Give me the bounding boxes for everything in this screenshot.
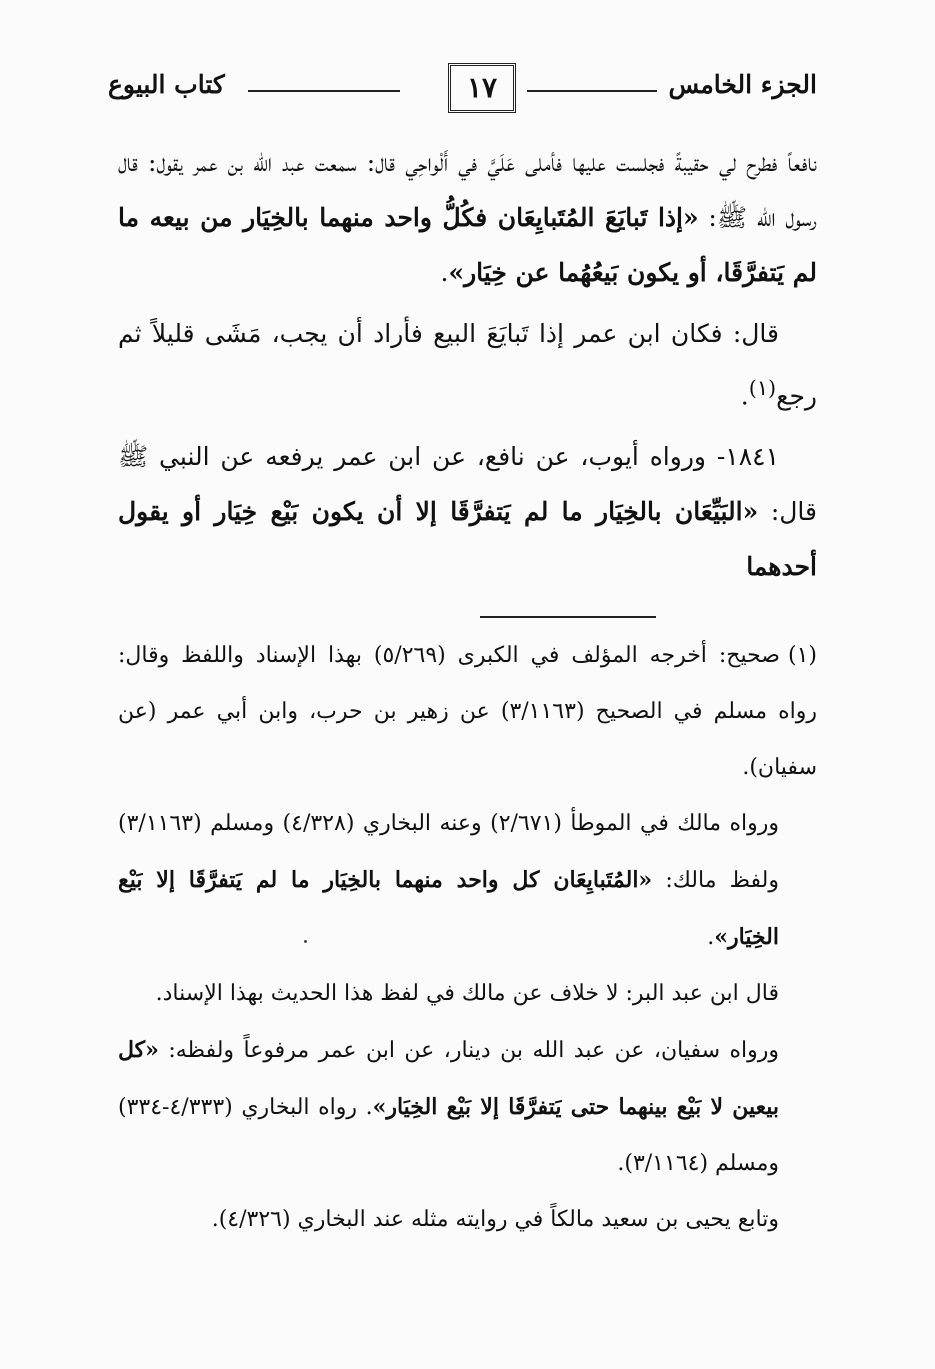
paragraph-hadith-1 <box>118 135 817 300</box>
footnote-text: . رواه البخاري (٤/٣٣٣-٣٣٤) ومسلم (٣/١١٦٤). <box>118 1095 779 1176</box>
paragraph-hadith-1841 <box>118 429 817 594</box>
footnote-text: وتابع يحيى بن سعيد مالكاً في روايته مثله عند البخاري (٤/٣٢٦). <box>211 1207 779 1232</box>
footnote-1-c <box>118 966 817 1022</box>
header-rule-left <box>248 90 400 92</box>
footnote-text: صحيح: أخرجه المؤلف في الكبرى (٥/٢٦٩) بهذا الإسناد واللفظ وقال: رواه مسلم في الصحيح (٣/١١٦٣) عن زهير بن حرب، وابن أبي عمر (عن سفيان). <box>118 643 817 780</box>
footnote-1-e <box>118 1192 817 1248</box>
footnote-divider <box>480 616 656 618</box>
footnote-1-d <box>118 1022 817 1192</box>
footnote-text: ورواه مالك في الموطأ (٢/٦٧١) وعنه البخاري (٤/٣٢٨) ومسلم (٣/١١٦٣) ولفظ مالك: <box>118 811 779 893</box>
punctuation: . <box>707 925 715 950</box>
footnote-text: قال ابن عبد البر: لا خلاف عن مالك في لفظ هذا الحديث بهذا الإسناد. <box>155 981 779 1006</box>
header-rule-right <box>527 90 657 92</box>
footnote-quote: «كل بيعين لا بَيْع بينهما حتى يَتفرَّقَا إلا بَيْع الخِيَار» <box>118 1037 779 1120</box>
punctuation: . <box>740 381 749 411</box>
volume-title: الجزء الخامس <box>668 70 817 99</box>
print-speck <box>304 940 307 943</box>
main-text <box>118 135 817 594</box>
footnote-text: ورواه سفيان، عن عبد الله بن دينار، عن ابن عمر مرفوعاً ولفظه: <box>158 1038 779 1063</box>
paragraph-ibn-umar <box>118 306 817 423</box>
hadith-quote: «إذا تَبايَعَ المُتَبايِعَان فكُلُّ واحد منهما بالخِيَار من بيعه ما لم يَتفرَّقَا، أو يكون بَيعُهُما عن خِيَار» <box>118 203 817 287</box>
hadith-intro: نافعاً فطرح لي حقيبةً فجلست عليها فأملى عَلَيَّ في أَلْواحِي قال: سمعت عبد الله بن عمر يقول: قال رسول الله ﷺ: <box>118 148 817 232</box>
hadith-isnad: ١٨٤١- ورواه أيوب، عن نافع، عن ابن عمر يرفعه عن النبي ﷺ قال: <box>118 442 817 527</box>
chapter-title: كتاب البيوع <box>108 70 225 99</box>
footnotes <box>118 628 817 1248</box>
footnote-1-b <box>118 796 817 966</box>
footnote-number: (١) <box>788 643 818 668</box>
page-header <box>108 60 817 120</box>
narration-text: قال: فكان ابن عمر إذا تَبايَعَ البيع فأراد أن يجب، مَشَى قليلاً ثم رجع <box>118 319 817 411</box>
hadith-quote: «البَيِّعَان بالخِيَار ما لم يَتفرَّقَا إلا أن يكون بَيْع خِيَار أو يقول أحدهما <box>118 497 817 582</box>
footnote-ref: (١) <box>748 376 777 400</box>
footnote-quote: «المُتَبايِعَان كل واحد منهما بالخِيَار ما لم يَتفرَّقَا إلا بَيْع الخِيَار» <box>118 867 779 950</box>
footnote-1-a <box>118 628 817 796</box>
page-number: ١٧ <box>448 63 516 113</box>
punctuation: . <box>440 258 449 287</box>
